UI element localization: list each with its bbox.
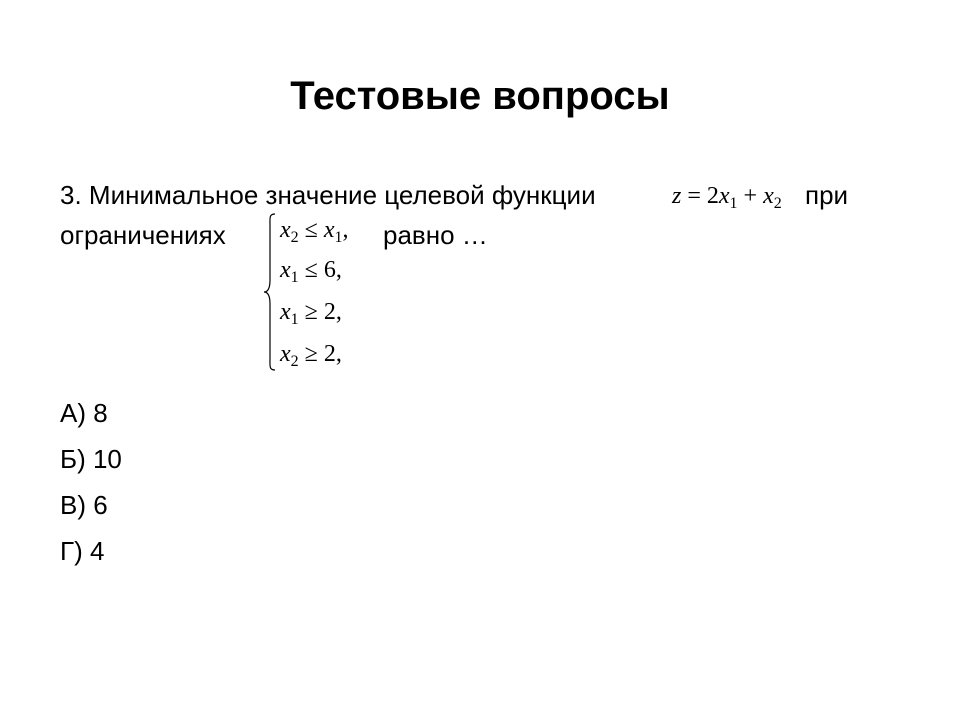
- question-text-line1: 3. Минимальное значение целевой функции: [60, 180, 596, 210]
- constraint-system: [262, 210, 382, 370]
- objective-equals: =: [687, 183, 701, 209]
- answer-option-a[interactable]: А) 8: [60, 398, 108, 428]
- constraint-row: [280, 256, 342, 284]
- objective-sub2: 2: [773, 195, 782, 212]
- constraint-row: [280, 216, 348, 244]
- constraint-operator: ≤: [304, 257, 318, 283]
- constraint-operator: ≥: [304, 299, 318, 325]
- constraint-var: x: [280, 257, 291, 283]
- objective-var2: x: [763, 183, 774, 209]
- constraint-operator: ≤: [304, 217, 318, 243]
- constraint-sub: 2: [290, 229, 299, 246]
- constraint-rhs: 6: [323, 257, 336, 283]
- question-text-line2-tail: равно …: [383, 220, 488, 250]
- constraint-end: ,: [335, 257, 342, 283]
- answer-option-c[interactable]: В) 6: [60, 490, 108, 520]
- answer-option-d[interactable]: Г) 4: [60, 536, 105, 566]
- constraint-row: [280, 298, 342, 326]
- constraint-row: [280, 340, 342, 368]
- constraint-var: x: [280, 341, 291, 367]
- constraint-rhs: 2: [323, 299, 336, 325]
- objective-coef: 2: [706, 183, 719, 209]
- constraint-var: x: [280, 217, 291, 243]
- objective-function: [672, 182, 782, 210]
- objective-var1: x: [718, 183, 730, 209]
- constraint-rhs: 2: [323, 341, 336, 367]
- constraint-sub: 1: [290, 269, 299, 286]
- question-text-line2: ограничениях: [60, 220, 226, 250]
- constraint-end: ,: [335, 341, 342, 367]
- slide-title: Тестовые вопросы: [290, 74, 670, 118]
- answer-options: [60, 396, 122, 580]
- constraint-sub: 1: [290, 311, 299, 328]
- left-brace-icon: [262, 212, 278, 372]
- constraint-rhs-var: x: [323, 217, 335, 243]
- constraint-var: x: [280, 299, 291, 325]
- objective-lhs: z: [672, 183, 682, 209]
- constraint-end: ,: [335, 299, 342, 325]
- constraint-end: ,: [342, 217, 349, 243]
- answer-option-b[interactable]: Б) 10: [60, 444, 122, 474]
- constraint-sub: 2: [290, 353, 299, 370]
- objective-sub1: 1: [729, 195, 738, 212]
- question-text-line1-tail: при: [805, 180, 849, 210]
- constraint-rhs-sub: 1: [334, 229, 343, 246]
- constraint-operator: ≥: [304, 341, 318, 367]
- objective-plus: +: [743, 183, 758, 209]
